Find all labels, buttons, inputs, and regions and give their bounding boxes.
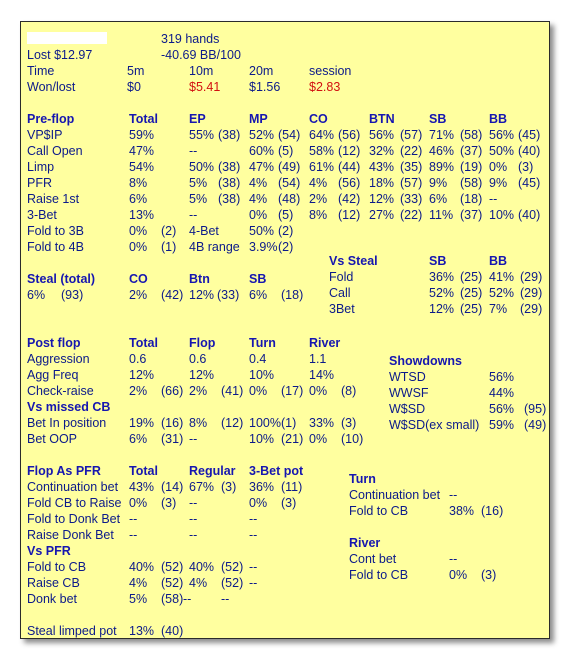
vs-pfr-cell: 40% — [189, 560, 215, 574]
preflop-cell: -- — [489, 192, 498, 206]
preflop-cell: -- — [189, 144, 198, 158]
preflop-cell: (57) — [400, 176, 423, 190]
vs-steal-cell: 12% — [429, 302, 455, 316]
preflop-cell: (12) — [338, 208, 361, 222]
preflop-cell: 9% — [429, 176, 448, 190]
preflop-cell: (35) — [400, 160, 423, 174]
vs-steal-cell: (25) — [460, 270, 483, 284]
vs-pfr-cell: -- — [183, 592, 192, 606]
postflop-cell: 0% — [249, 384, 268, 398]
missed-cb-cell: 100%(1) — [249, 416, 297, 430]
turn-cell: -- — [449, 488, 458, 502]
preflop-cell: (37) — [460, 208, 483, 222]
preflop-cell: (44) — [338, 160, 361, 174]
flop-pfr-cell: -- — [249, 528, 258, 542]
preflop-cell: 60% — [249, 144, 275, 158]
steal-sb-header: SB — [249, 272, 267, 286]
flop-pfr-cell: (3) — [161, 496, 177, 510]
vs-steal-cell: 41% — [489, 270, 515, 284]
preflop-cell: -- — [189, 208, 198, 222]
period-10m: 10m — [189, 64, 214, 78]
flop-pfr-header: Regular — [189, 464, 236, 478]
vs-steal-cell: 7% — [489, 302, 508, 316]
vs-steal-cell: 52% — [489, 286, 515, 300]
steal-co-header: CO — [129, 272, 148, 286]
preflop-cell: 58% — [309, 144, 335, 158]
river-row-label: Fold to CB — [349, 568, 409, 582]
vs-steal-cell: (29) — [520, 286, 543, 300]
showdowns-row-label: W$SD — [389, 402, 426, 416]
preflop-cell: (2) — [278, 240, 294, 254]
steal-value: (42) — [161, 288, 184, 302]
flop-pfr-cell: -- — [189, 512, 198, 526]
preflop-cell: (12) — [338, 144, 361, 158]
postflop-cell: 0.6 — [189, 352, 207, 366]
preflop-cell: (19) — [460, 160, 483, 174]
preflop-cell: 4% — [309, 176, 328, 190]
postflop-header: Turn — [249, 336, 276, 350]
preflop-cell: 4% — [249, 176, 268, 190]
preflop-cell: (38) — [218, 128, 241, 142]
postflop-cell: 12% — [129, 368, 155, 382]
vs-pfr-cell: 4% — [189, 576, 208, 590]
preflop-cell: 52% — [249, 128, 275, 142]
vs-steal-row-label: 3Bet — [329, 302, 355, 316]
preflop-cell: 4% — [249, 192, 268, 206]
steal-value: 2% — [129, 288, 148, 302]
preflop-row-label: VP$IP — [27, 128, 63, 142]
vs-steal-header: Vs Steal — [329, 254, 378, 268]
postflop-cell: 12% — [189, 368, 215, 382]
preflop-header: SB — [429, 112, 447, 126]
postflop-cell: 2% — [129, 384, 148, 398]
preflop-cell: (38) — [218, 160, 241, 174]
missed-cb-row-label: Bet In position — [27, 416, 107, 430]
missed-cb-cell: (16) — [161, 416, 184, 430]
flop-pfr-row-label: Fold CB to Raise — [27, 496, 122, 510]
preflop-cell: (58) — [460, 176, 483, 190]
river-header: River — [349, 536, 381, 550]
missed-cb-cell: 33% — [309, 416, 335, 430]
vs-pfr-row-label: Donk bet — [27, 592, 78, 606]
player-name-redacted — [27, 32, 107, 44]
turn-cell: (16) — [481, 504, 504, 518]
showdowns-cell: (95) — [524, 402, 547, 416]
showdowns-cell: (49) — [524, 418, 547, 432]
steal-total-header: Steal (total) — [27, 272, 96, 286]
vs-steal-header: BB — [489, 254, 508, 268]
vs-pfr-cell: 40% — [129, 560, 155, 574]
flop-pfr-cell: -- — [189, 528, 198, 542]
preflop-row-label: Limp — [27, 160, 55, 174]
vs-pfr-cell: -- — [221, 592, 230, 606]
postflop-cell: 1.1 — [309, 352, 327, 366]
missed-cb-cell: (12) — [221, 416, 244, 430]
preflop-cell: 64% — [309, 128, 335, 142]
preflop-cell: (45) — [518, 176, 541, 190]
flop-pfr-cell: 67% — [189, 480, 215, 494]
preflop-cell: 0% — [129, 240, 148, 254]
preflop-cell: (18) — [460, 192, 483, 206]
vs-pfr-cell: (52) — [221, 576, 244, 590]
preflop-cell: 13% — [129, 208, 155, 222]
showdowns-cell: 56% — [489, 402, 515, 416]
preflop-header: Pre-flop — [27, 112, 75, 126]
flop-pfr-header: 3-Bet pot — [249, 464, 304, 478]
postflop-header: River — [309, 336, 341, 350]
preflop-cell: (33) — [400, 192, 423, 206]
preflop-cell: (38) — [218, 176, 241, 190]
wonlost-session: $2.83 — [309, 80, 341, 94]
preflop-cell: (40) — [518, 144, 541, 158]
steal-value: 6% — [249, 288, 268, 302]
turn-row-label: Continuation bet — [349, 488, 441, 502]
postflop-cell: (8) — [341, 384, 357, 398]
showdowns-cell: 44% — [489, 386, 515, 400]
flop-pfr-cell: -- — [249, 512, 258, 526]
postflop-cell: 14% — [309, 368, 335, 382]
vs-pfr-cell: (52) — [161, 576, 184, 590]
preflop-cell: (2) — [278, 224, 294, 238]
postflop-row-label: Aggression — [27, 352, 90, 366]
preflop-cell: 8% — [129, 176, 148, 190]
postflop-header: Post flop — [27, 336, 81, 350]
preflop-cell: 0% — [129, 224, 148, 238]
postflop-row-label: Check-raise — [27, 384, 94, 398]
missed-cb-row-label: Bet OOP — [27, 432, 78, 446]
vs-pfr-cell: 4% — [129, 576, 148, 590]
missed-cb-cell: (31) — [161, 432, 184, 446]
preflop-cell: (56) — [338, 128, 361, 142]
preflop-cell: (5) — [278, 144, 294, 158]
period-5m: 5m — [127, 64, 145, 78]
river-cell: -- — [449, 552, 458, 566]
wonlost-5m: $0 — [127, 80, 141, 94]
preflop-cell: (58) — [460, 128, 483, 142]
preflop-cell: 56% — [369, 128, 395, 142]
preflop-cell: (1) — [161, 240, 177, 254]
vs-pfr-cell: (52) — [161, 560, 184, 574]
missed-cb-cell: -- — [189, 432, 198, 446]
preflop-row-label: PFR — [27, 176, 52, 190]
preflop-row-label: Call Open — [27, 144, 83, 158]
flop-pfr-cell: (11) — [281, 480, 303, 494]
hud-stats-panel — [20, 21, 550, 639]
flop-pfr-cell: -- — [129, 528, 138, 542]
preflop-cell: 46% — [429, 144, 455, 158]
preflop-row-label: Raise 1st — [27, 192, 80, 206]
bb-per-100: -40.69 BB/100 — [161, 48, 241, 62]
preflop-cell: 56% — [489, 128, 515, 142]
showdowns-row-label: WWSF — [389, 386, 429, 400]
vs-pfr-header: Vs PFR — [27, 544, 71, 558]
preflop-header: BTN — [369, 112, 395, 126]
preflop-cell: (40) — [518, 208, 541, 222]
preflop-cell: (3) — [518, 160, 534, 174]
vs-pfr-cell: (52) — [221, 560, 244, 574]
vs-steal-cell: (29) — [520, 270, 543, 284]
missed-cb-cell: 10% — [249, 432, 275, 446]
vs-pfr-cell: -- — [249, 576, 258, 590]
preflop-cell: 89% — [429, 160, 455, 174]
preflop-cell: (49) — [278, 160, 301, 174]
preflop-cell: 18% — [369, 176, 395, 190]
vs-steal-row-label: Fold — [329, 270, 354, 284]
preflop-cell: 54% — [129, 160, 155, 174]
vs-steal-header: SB — [429, 254, 447, 268]
showdowns-cell: 59% — [489, 418, 515, 432]
postflop-row-label: Agg Freq — [27, 368, 79, 382]
showdowns-row-label: W$SD(ex small) — [389, 418, 480, 432]
preflop-cell: 6% — [429, 192, 448, 206]
preflop-cell: 27% — [369, 208, 395, 222]
steal-value: (18) — [281, 288, 304, 302]
missed-cb-cell: (21) — [281, 432, 304, 446]
preflop-cell: (54) — [278, 128, 301, 142]
preflop-cell: 59% — [129, 128, 155, 142]
vs-steal-cell: (25) — [460, 286, 483, 300]
steal-value: 12% — [189, 288, 215, 302]
turn-header: Turn — [349, 472, 376, 486]
vs-pfr-row-label: Fold to CB — [27, 560, 87, 574]
vs-pfr-row-label: Raise CB — [27, 576, 80, 590]
preflop-cell: 6% — [129, 192, 148, 206]
preflop-header: BB — [489, 112, 508, 126]
preflop-cell: (2) — [161, 224, 177, 238]
preflop-row-label: 3-Bet — [27, 208, 57, 222]
flop-pfr-cell: -- — [189, 496, 198, 510]
preflop-cell: 3.9% — [249, 240, 278, 254]
preflop-cell: 71% — [429, 128, 455, 142]
postflop-cell: 0% — [309, 384, 328, 398]
preflop-cell: 4B range — [189, 240, 240, 254]
postflop-cell: 10% — [249, 368, 275, 382]
flop-pfr-header: Total — [129, 464, 158, 478]
flop-pfr-cell: (3) — [221, 480, 237, 494]
showdowns-header: Showdowns — [389, 354, 462, 368]
preflop-cell: 47% — [129, 144, 155, 158]
missed-cb-cell: (3) — [341, 416, 357, 430]
hands-count: 319 hands — [161, 32, 220, 46]
steal-value: (93) — [61, 288, 84, 302]
preflop-cell: 5% — [189, 192, 208, 206]
vs-steal-cell: 36% — [429, 270, 455, 284]
preflop-cell: (38) — [218, 192, 241, 206]
steal-value: 6% — [27, 288, 46, 302]
vs-steal-row-label: Call — [329, 286, 351, 300]
preflop-cell: 9% — [489, 176, 508, 190]
flop-pfr-cell: 43% — [129, 480, 155, 494]
preflop-cell: 2% — [309, 192, 328, 206]
flop-pfr-row-label: Continuation bet — [27, 480, 119, 494]
postflop-cell: 0.4 — [249, 352, 267, 366]
missed-cb-cell: 8% — [189, 416, 208, 430]
river-cell: (3) — [481, 568, 497, 582]
missed-cb-cell: 19% — [129, 416, 155, 430]
vs-steal-cell: 52% — [429, 286, 455, 300]
flop-pfr-cell: 0% — [249, 496, 268, 510]
vs-pfr-cell: (58) — [161, 592, 184, 606]
preflop-header: CO — [309, 112, 328, 126]
preflop-cell: 47% — [249, 160, 275, 174]
postflop-header: Flop — [189, 336, 216, 350]
postflop-cell: (41) — [221, 384, 244, 398]
river-row-label: Cont bet — [349, 552, 397, 566]
wonlost-label: Won/lost — [27, 80, 76, 94]
turn-cell: 38% — [449, 504, 475, 518]
lost-amount: Lost $12.97 — [27, 48, 93, 62]
missed-cb-cell: 6% — [129, 432, 148, 446]
preflop-cell: 55% — [189, 128, 215, 142]
preflop-cell: 43% — [369, 160, 395, 174]
flop-pfr-cell: (14) — [161, 480, 184, 494]
postflop-cell: 2% — [189, 384, 208, 398]
time-label: Time — [27, 64, 55, 78]
steal-limped-label: Steal limped pot — [27, 624, 117, 638]
preflop-cell: 5% — [189, 176, 208, 190]
postflop-cell: (17) — [281, 384, 304, 398]
missed-cb-cell: (10) — [341, 432, 364, 446]
preflop-cell: 50% — [489, 144, 515, 158]
steal-btn-header: Btn — [189, 272, 210, 286]
preflop-cell: (45) — [518, 128, 541, 142]
wonlost-10m: $5.41 — [189, 80, 221, 94]
preflop-cell: (37) — [460, 144, 483, 158]
preflop-cell: 61% — [309, 160, 335, 174]
postflop-cell: (66) — [161, 384, 184, 398]
river-cell: 0% — [449, 568, 468, 582]
wonlost-20m: $1.56 — [249, 80, 281, 94]
vs-missed-cb-header: Vs missed CB — [27, 400, 111, 414]
showdowns-cell: 56% — [489, 370, 515, 384]
preflop-cell: (56) — [338, 176, 361, 190]
period-20m: 20m — [249, 64, 274, 78]
steal-limped-cell: (40) — [161, 624, 184, 638]
preflop-row-label: Fold to 3B — [27, 224, 84, 238]
preflop-cell: (5) — [278, 208, 294, 222]
steal-value: (33) — [217, 288, 240, 302]
flop-pfr-row-label: Raise Donk Bet — [27, 528, 114, 542]
flop-pfr-cell: 0% — [129, 496, 148, 510]
preflop-cell: 0% — [489, 160, 508, 174]
postflop-header: Total — [129, 336, 158, 350]
missed-cb-cell: 0% — [309, 432, 328, 446]
flop-pfr-header: Flop As PFR — [27, 464, 101, 478]
preflop-cell: 10% — [489, 208, 515, 222]
preflop-cell: (22) — [400, 144, 423, 158]
flop-pfr-row-label: Fold to Donk Bet — [27, 512, 121, 526]
vs-pfr-cell: -- — [249, 560, 258, 574]
showdowns-row-label: WTSD — [389, 370, 426, 384]
preflop-header: EP — [189, 112, 206, 126]
preflop-header: MP — [249, 112, 268, 126]
preflop-header: Total — [129, 112, 158, 126]
preflop-cell: 12% — [369, 192, 395, 206]
period-session: session — [309, 64, 352, 78]
preflop-cell: 0% — [249, 208, 268, 222]
preflop-cell: 8% — [309, 208, 328, 222]
preflop-cell: 32% — [369, 144, 395, 158]
vs-steal-cell: (29) — [520, 302, 543, 316]
turn-row-label: Fold to CB — [349, 504, 409, 518]
preflop-cell: 50% — [249, 224, 275, 238]
vs-steal-cell: (25) — [460, 302, 483, 316]
preflop-row-label: Fold to 4B — [27, 240, 84, 254]
preflop-cell: (48) — [278, 192, 301, 206]
flop-pfr-cell: (3) — [281, 496, 297, 510]
preflop-cell: 50% — [189, 160, 215, 174]
flop-pfr-cell: -- — [129, 512, 138, 526]
preflop-cell: 4-Bet — [189, 224, 219, 238]
preflop-cell: (57) — [400, 128, 423, 142]
preflop-cell: 11% — [429, 208, 454, 222]
flop-pfr-cell: 36% — [249, 480, 275, 494]
preflop-cell: (22) — [400, 208, 423, 222]
postflop-cell: 0.6 — [129, 352, 147, 366]
steal-limped-cell: 13% — [129, 624, 155, 638]
preflop-cell: (42) — [338, 192, 361, 206]
preflop-cell: (54) — [278, 176, 301, 190]
vs-pfr-cell: 5% — [129, 592, 148, 606]
